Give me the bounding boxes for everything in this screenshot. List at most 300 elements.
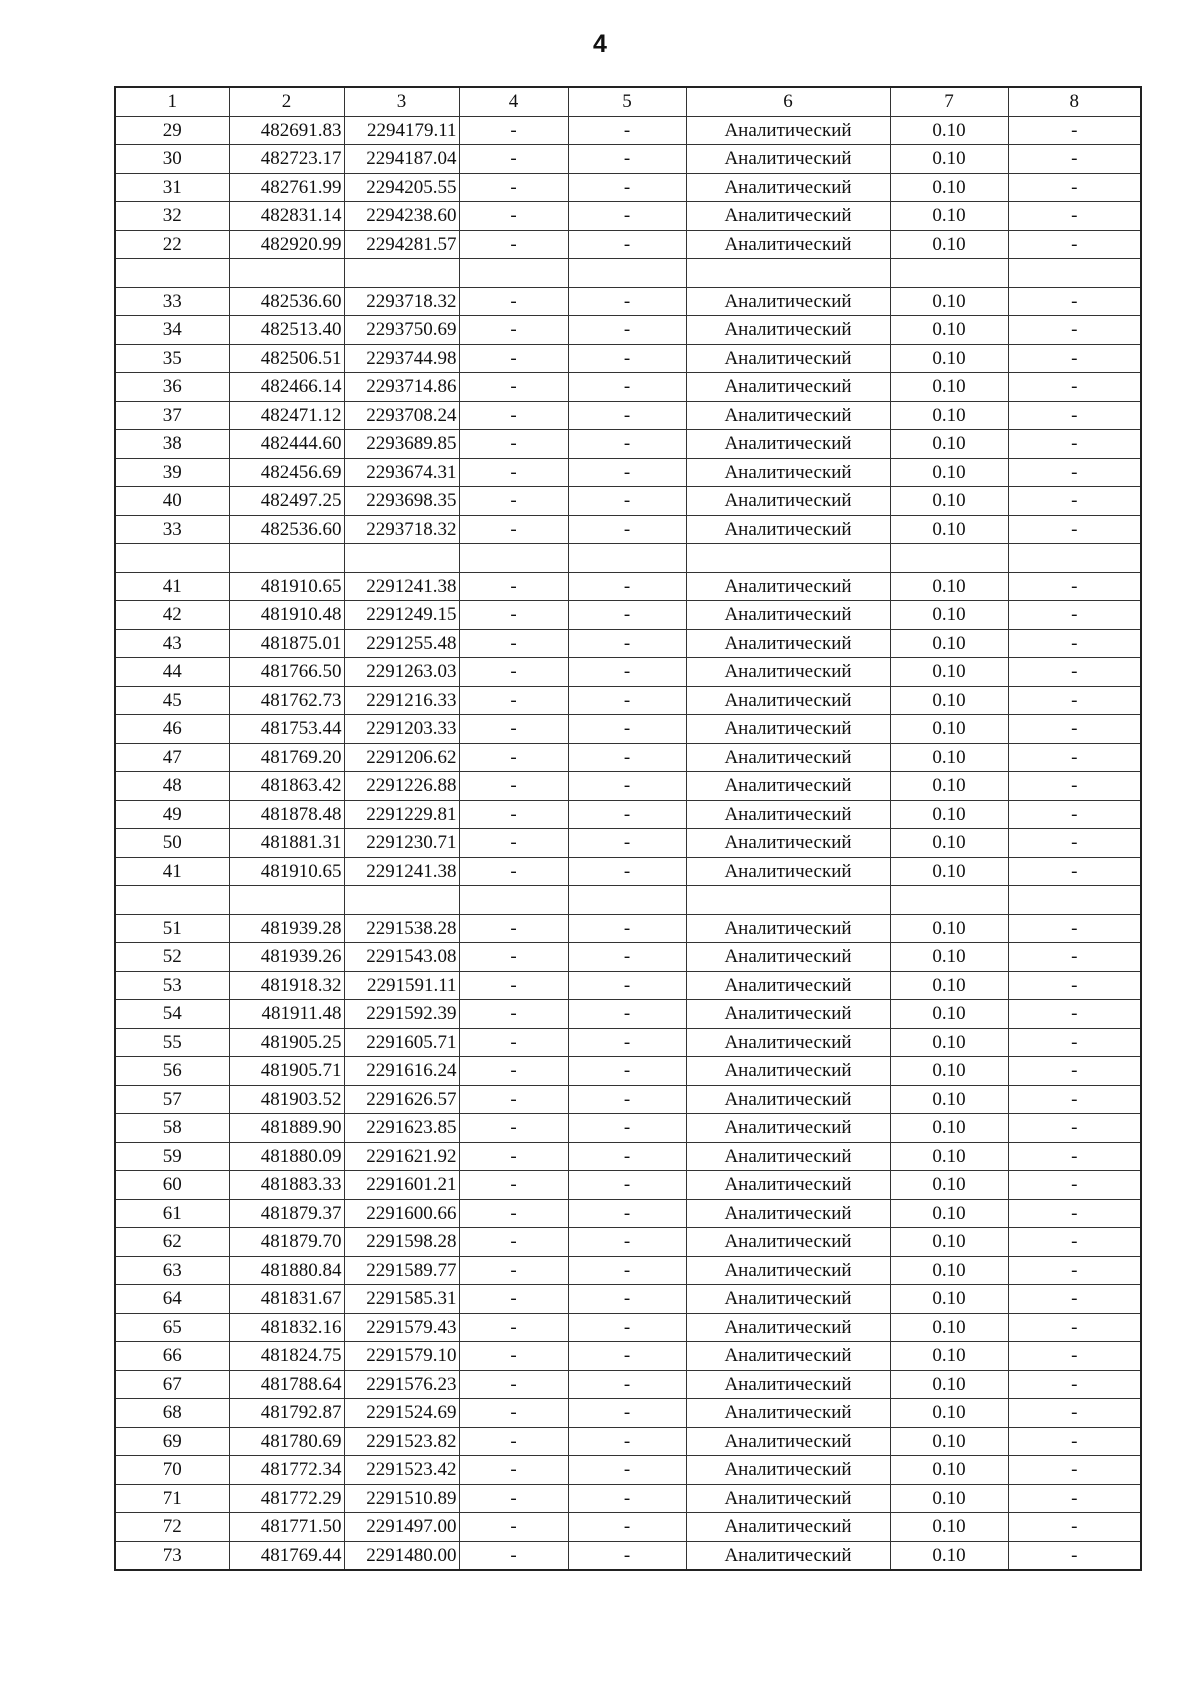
- table-row: [115, 1399, 1141, 1428]
- method-cell: Аналитический: [686, 1228, 890, 1257]
- col-8-value-cell: -: [1008, 287, 1141, 316]
- blank-cell: [568, 544, 686, 573]
- point-number-cell: 37: [115, 401, 229, 430]
- point-number-cell: 72: [115, 1513, 229, 1542]
- point-number-cell: 60: [115, 1171, 229, 1200]
- col-4-value-cell: -: [459, 1171, 568, 1200]
- col-5-value-cell: -: [568, 515, 686, 544]
- blank-cell: [568, 259, 686, 288]
- col-4-value-cell: -: [459, 1342, 568, 1371]
- col-8-value-cell: -: [1008, 1171, 1141, 1200]
- accuracy-cell: 0.10: [890, 629, 1008, 658]
- col-4-value-cell: -: [459, 914, 568, 943]
- accuracy-cell: 0.10: [890, 458, 1008, 487]
- col-4-value-cell: -: [459, 601, 568, 630]
- accuracy-cell: 0.10: [890, 316, 1008, 345]
- col-5-value-cell: -: [568, 1114, 686, 1143]
- point-number-cell: 56: [115, 1057, 229, 1086]
- col-8-value-cell: -: [1008, 487, 1141, 516]
- blank-cell: [115, 886, 229, 915]
- col-8-value-cell: -: [1008, 1285, 1141, 1314]
- table-row: [115, 943, 1141, 972]
- col-5-value-cell: -: [568, 658, 686, 687]
- coord-y-cell: 2291591.11: [344, 971, 459, 1000]
- method-cell: Аналитический: [686, 430, 890, 459]
- col-5-value-cell: -: [568, 173, 686, 202]
- accuracy-cell: 0.10: [890, 1342, 1008, 1371]
- method-cell: Аналитический: [686, 1484, 890, 1513]
- accuracy-cell: 0.10: [890, 829, 1008, 858]
- accuracy-cell: 0.10: [890, 1313, 1008, 1342]
- accuracy-cell: 0.10: [890, 1285, 1008, 1314]
- table-row: [115, 230, 1141, 259]
- coord-y-cell: 2294205.55: [344, 173, 459, 202]
- table-row: [115, 829, 1141, 858]
- col-8-value-cell: -: [1008, 430, 1141, 459]
- col-4-value-cell: -: [459, 1199, 568, 1228]
- coord-y-cell: 2291255.48: [344, 629, 459, 658]
- col-4-value-cell: -: [459, 1370, 568, 1399]
- col-8-value-cell: -: [1008, 829, 1141, 858]
- point-number-cell: 55: [115, 1028, 229, 1057]
- col-4-value-cell: -: [459, 800, 568, 829]
- method-cell: Аналитический: [686, 1199, 890, 1228]
- coord-y-cell: 2291203.33: [344, 715, 459, 744]
- col-4-value-cell: -: [459, 287, 568, 316]
- accuracy-cell: 0.10: [890, 145, 1008, 174]
- header-col-5: 5: [568, 87, 686, 116]
- coord-x-cell: 481905.71: [229, 1057, 344, 1086]
- blank-cell: [459, 886, 568, 915]
- col-5-value-cell: -: [568, 316, 686, 345]
- coord-x-cell: 481881.31: [229, 829, 344, 858]
- coord-y-cell: 2291601.21: [344, 1171, 459, 1200]
- coord-x-cell: 481875.01: [229, 629, 344, 658]
- table-row: [115, 1342, 1141, 1371]
- table-body: [115, 116, 1141, 1570]
- point-number-cell: 68: [115, 1399, 229, 1428]
- blank-cell: [890, 886, 1008, 915]
- coord-y-cell: 2291579.10: [344, 1342, 459, 1371]
- coord-x-cell: 482691.83: [229, 116, 344, 145]
- coord-y-cell: 2291216.33: [344, 686, 459, 715]
- accuracy-cell: 0.10: [890, 943, 1008, 972]
- col-4-value-cell: -: [459, 1513, 568, 1542]
- point-number-cell: 41: [115, 572, 229, 601]
- blank-separator-row: [115, 886, 1141, 915]
- coord-y-cell: 2293718.32: [344, 515, 459, 544]
- coord-y-cell: 2291510.89: [344, 1484, 459, 1513]
- coord-x-cell: 481753.44: [229, 715, 344, 744]
- col-4-value-cell: -: [459, 202, 568, 231]
- coord-x-cell: 481910.65: [229, 572, 344, 601]
- col-8-value-cell: -: [1008, 715, 1141, 744]
- col-5-value-cell: -: [568, 1142, 686, 1171]
- coord-y-cell: 2294179.11: [344, 116, 459, 145]
- col-4-value-cell: -: [459, 316, 568, 345]
- blank-cell: [459, 544, 568, 573]
- col-8-value-cell: -: [1008, 1456, 1141, 1485]
- method-cell: Аналитический: [686, 458, 890, 487]
- method-cell: Аналитический: [686, 686, 890, 715]
- table-row: [115, 743, 1141, 772]
- col-5-value-cell: -: [568, 829, 686, 858]
- accuracy-cell: 0.10: [890, 515, 1008, 544]
- col-5-value-cell: -: [568, 230, 686, 259]
- table-row: [115, 316, 1141, 345]
- col-5-value-cell: -: [568, 116, 686, 145]
- coord-x-cell: 481939.28: [229, 914, 344, 943]
- accuracy-cell: 0.10: [890, 1513, 1008, 1542]
- col-4-value-cell: -: [459, 173, 568, 202]
- point-number-cell: 31: [115, 173, 229, 202]
- col-4-value-cell: -: [459, 430, 568, 459]
- point-number-cell: 42: [115, 601, 229, 630]
- coordinates-table: [114, 86, 1142, 1571]
- accuracy-cell: 0.10: [890, 1399, 1008, 1428]
- col-8-value-cell: -: [1008, 1399, 1141, 1428]
- col-5-value-cell: -: [568, 1370, 686, 1399]
- coord-x-cell: 482831.14: [229, 202, 344, 231]
- col-8-value-cell: -: [1008, 1541, 1141, 1570]
- table-row: [115, 1085, 1141, 1114]
- coord-y-cell: 2294187.04: [344, 145, 459, 174]
- accuracy-cell: 0.10: [890, 287, 1008, 316]
- coord-x-cell: 482456.69: [229, 458, 344, 487]
- header-col-8: 8: [1008, 87, 1141, 116]
- method-cell: Аналитический: [686, 487, 890, 516]
- coord-x-cell: 481879.37: [229, 1199, 344, 1228]
- col-5-value-cell: -: [568, 1513, 686, 1542]
- coord-y-cell: 2293698.35: [344, 487, 459, 516]
- blank-cell: [229, 886, 344, 915]
- accuracy-cell: 0.10: [890, 1370, 1008, 1399]
- coord-x-cell: 481880.84: [229, 1256, 344, 1285]
- accuracy-cell: 0.10: [890, 487, 1008, 516]
- col-5-value-cell: -: [568, 1456, 686, 1485]
- col-4-value-cell: -: [459, 1256, 568, 1285]
- header-col-3: 3: [344, 87, 459, 116]
- accuracy-cell: 0.10: [890, 173, 1008, 202]
- table-row: [115, 1370, 1141, 1399]
- table-row: [115, 1000, 1141, 1029]
- col-4-value-cell: -: [459, 829, 568, 858]
- point-number-cell: 33: [115, 515, 229, 544]
- point-number-cell: 43: [115, 629, 229, 658]
- point-number-cell: 63: [115, 1256, 229, 1285]
- point-number-cell: 39: [115, 458, 229, 487]
- coord-x-cell: 482513.40: [229, 316, 344, 345]
- col-8-value-cell: -: [1008, 1085, 1141, 1114]
- coord-x-cell: 481879.70: [229, 1228, 344, 1257]
- table-row: [115, 800, 1141, 829]
- method-cell: Аналитический: [686, 743, 890, 772]
- point-number-cell: 29: [115, 116, 229, 145]
- col-8-value-cell: -: [1008, 1000, 1141, 1029]
- accuracy-cell: 0.10: [890, 743, 1008, 772]
- col-4-value-cell: -: [459, 743, 568, 772]
- method-cell: Аналитический: [686, 772, 890, 801]
- coord-y-cell: 2293689.85: [344, 430, 459, 459]
- method-cell: Аналитический: [686, 1256, 890, 1285]
- coord-x-cell: 481910.65: [229, 857, 344, 886]
- col-5-value-cell: -: [568, 572, 686, 601]
- point-number-cell: 22: [115, 230, 229, 259]
- table-row: [115, 1456, 1141, 1485]
- method-cell: Аналитический: [686, 1427, 890, 1456]
- accuracy-cell: 0.10: [890, 1228, 1008, 1257]
- col-8-value-cell: -: [1008, 572, 1141, 601]
- method-cell: Аналитический: [686, 1399, 890, 1428]
- point-number-cell: 58: [115, 1114, 229, 1143]
- coord-x-cell: 481766.50: [229, 658, 344, 687]
- table-row: [115, 287, 1141, 316]
- col-5-value-cell: -: [568, 1028, 686, 1057]
- point-number-cell: 48: [115, 772, 229, 801]
- col-8-value-cell: -: [1008, 971, 1141, 1000]
- col-4-value-cell: -: [459, 572, 568, 601]
- header-col-2: 2: [229, 87, 344, 116]
- col-4-value-cell: -: [459, 458, 568, 487]
- col-8-value-cell: -: [1008, 1256, 1141, 1285]
- method-cell: Аналитический: [686, 857, 890, 886]
- col-5-value-cell: -: [568, 1541, 686, 1570]
- col-4-value-cell: -: [459, 1000, 568, 1029]
- method-cell: Аналитический: [686, 1370, 890, 1399]
- method-cell: Аналитический: [686, 829, 890, 858]
- coord-y-cell: 2293750.69: [344, 316, 459, 345]
- col-8-value-cell: -: [1008, 1484, 1141, 1513]
- table-row: [115, 373, 1141, 402]
- col-8-value-cell: -: [1008, 1057, 1141, 1086]
- method-cell: Аналитический: [686, 1085, 890, 1114]
- table-row: [115, 1256, 1141, 1285]
- col-4-value-cell: -: [459, 373, 568, 402]
- coord-x-cell: 481772.34: [229, 1456, 344, 1485]
- coord-y-cell: 2293744.98: [344, 344, 459, 373]
- col-5-value-cell: -: [568, 971, 686, 1000]
- coord-x-cell: 482920.99: [229, 230, 344, 259]
- point-number-cell: 64: [115, 1285, 229, 1314]
- accuracy-cell: 0.10: [890, 1000, 1008, 1029]
- coord-y-cell: 2291241.38: [344, 857, 459, 886]
- accuracy-cell: 0.10: [890, 1199, 1008, 1228]
- blank-cell: [568, 886, 686, 915]
- accuracy-cell: 0.10: [890, 914, 1008, 943]
- method-cell: Аналитический: [686, 515, 890, 544]
- col-4-value-cell: -: [459, 145, 568, 174]
- col-8-value-cell: -: [1008, 202, 1141, 231]
- table-row: [115, 173, 1141, 202]
- col-8-value-cell: -: [1008, 1114, 1141, 1143]
- table-row: [115, 1484, 1141, 1513]
- blank-separator-row: [115, 259, 1141, 288]
- col-8-value-cell: -: [1008, 601, 1141, 630]
- coord-y-cell: 2291616.24: [344, 1057, 459, 1086]
- col-8-value-cell: -: [1008, 401, 1141, 430]
- point-number-cell: 47: [115, 743, 229, 772]
- method-cell: Аналитический: [686, 914, 890, 943]
- table-row: [115, 601, 1141, 630]
- table-row: [115, 772, 1141, 801]
- col-5-value-cell: -: [568, 715, 686, 744]
- col-5-value-cell: -: [568, 458, 686, 487]
- method-cell: Аналитический: [686, 800, 890, 829]
- table-row: [115, 1427, 1141, 1456]
- col-5-value-cell: -: [568, 1057, 686, 1086]
- method-cell: Аналитический: [686, 401, 890, 430]
- col-8-value-cell: -: [1008, 686, 1141, 715]
- col-4-value-cell: -: [459, 629, 568, 658]
- table-row: [115, 145, 1141, 174]
- header-col-6: 6: [686, 87, 890, 116]
- col-8-value-cell: -: [1008, 230, 1141, 259]
- point-number-cell: 70: [115, 1456, 229, 1485]
- method-cell: Аналитический: [686, 971, 890, 1000]
- col-4-value-cell: -: [459, 772, 568, 801]
- blank-cell: [890, 544, 1008, 573]
- accuracy-cell: 0.10: [890, 1114, 1008, 1143]
- col-8-value-cell: -: [1008, 173, 1141, 202]
- method-cell: Аналитический: [686, 202, 890, 231]
- col-5-value-cell: -: [568, 287, 686, 316]
- col-5-value-cell: -: [568, 202, 686, 231]
- table-row: [115, 202, 1141, 231]
- coord-y-cell: 2291598.28: [344, 1228, 459, 1257]
- col-5-value-cell: -: [568, 743, 686, 772]
- accuracy-cell: 0.10: [890, 373, 1008, 402]
- coord-x-cell: 481771.50: [229, 1513, 344, 1542]
- method-cell: Аналитический: [686, 1000, 890, 1029]
- col-8-value-cell: -: [1008, 800, 1141, 829]
- col-8-value-cell: -: [1008, 914, 1141, 943]
- coord-y-cell: 2291263.03: [344, 658, 459, 687]
- col-8-value-cell: -: [1008, 515, 1141, 544]
- coord-x-cell: 481878.48: [229, 800, 344, 829]
- table-row: [115, 715, 1141, 744]
- col-5-value-cell: -: [568, 430, 686, 459]
- method-cell: Аналитический: [686, 316, 890, 345]
- blank-cell: [1008, 544, 1141, 573]
- method-cell: Аналитический: [686, 1171, 890, 1200]
- col-5-value-cell: -: [568, 1313, 686, 1342]
- coord-x-cell: 482444.60: [229, 430, 344, 459]
- coord-x-cell: 482471.12: [229, 401, 344, 430]
- col-4-value-cell: -: [459, 344, 568, 373]
- table-row: [115, 515, 1141, 544]
- method-cell: Аналитический: [686, 145, 890, 174]
- col-4-value-cell: -: [459, 1228, 568, 1257]
- accuracy-cell: 0.10: [890, 601, 1008, 630]
- coord-x-cell: 482536.60: [229, 287, 344, 316]
- table-row: [115, 629, 1141, 658]
- blank-cell: [115, 544, 229, 573]
- point-number-cell: 33: [115, 287, 229, 316]
- point-number-cell: 50: [115, 829, 229, 858]
- method-cell: Аналитический: [686, 1313, 890, 1342]
- col-4-value-cell: -: [459, 1057, 568, 1086]
- point-number-cell: 49: [115, 800, 229, 829]
- col-5-value-cell: -: [568, 943, 686, 972]
- blank-cell: [686, 259, 890, 288]
- coord-y-cell: 2293714.86: [344, 373, 459, 402]
- col-8-value-cell: -: [1008, 1028, 1141, 1057]
- coord-y-cell: 2293708.24: [344, 401, 459, 430]
- col-4-value-cell: -: [459, 971, 568, 1000]
- coord-y-cell: 2291579.43: [344, 1313, 459, 1342]
- accuracy-cell: 0.10: [890, 344, 1008, 373]
- coord-y-cell: 2291623.85: [344, 1114, 459, 1143]
- accuracy-cell: 0.10: [890, 800, 1008, 829]
- coord-x-cell: 481762.73: [229, 686, 344, 715]
- col-5-value-cell: -: [568, 1399, 686, 1428]
- header-col-4: 4: [459, 87, 568, 116]
- point-number-cell: 36: [115, 373, 229, 402]
- col-5-value-cell: -: [568, 686, 686, 715]
- method-cell: Аналитический: [686, 1142, 890, 1171]
- coord-y-cell: 2291206.62: [344, 743, 459, 772]
- coord-x-cell: 482466.14: [229, 373, 344, 402]
- accuracy-cell: 0.10: [890, 1541, 1008, 1570]
- col-5-value-cell: -: [568, 1484, 686, 1513]
- coord-y-cell: 2291523.42: [344, 1456, 459, 1485]
- table-row: [115, 1541, 1141, 1570]
- coord-y-cell: 2291480.00: [344, 1541, 459, 1570]
- col-8-value-cell: -: [1008, 1342, 1141, 1371]
- table-row: [115, 1199, 1141, 1228]
- accuracy-cell: 0.10: [890, 1484, 1008, 1513]
- method-cell: Аналитический: [686, 943, 890, 972]
- point-number-cell: 41: [115, 857, 229, 886]
- method-cell: Аналитический: [686, 230, 890, 259]
- col-8-value-cell: -: [1008, 943, 1141, 972]
- table-row: [115, 1142, 1141, 1171]
- coord-y-cell: 2291600.66: [344, 1199, 459, 1228]
- method-cell: Аналитический: [686, 287, 890, 316]
- method-cell: Аналитический: [686, 1541, 890, 1570]
- col-4-value-cell: -: [459, 1541, 568, 1570]
- col-5-value-cell: -: [568, 344, 686, 373]
- col-8-value-cell: -: [1008, 344, 1141, 373]
- coord-x-cell: 481780.69: [229, 1427, 344, 1456]
- point-number-cell: 46: [115, 715, 229, 744]
- col-8-value-cell: -: [1008, 1142, 1141, 1171]
- coord-y-cell: 2293674.31: [344, 458, 459, 487]
- table-row: [115, 401, 1141, 430]
- col-5-value-cell: -: [568, 145, 686, 174]
- col-4-value-cell: -: [459, 715, 568, 744]
- point-number-cell: 34: [115, 316, 229, 345]
- col-4-value-cell: -: [459, 1313, 568, 1342]
- col-4-value-cell: -: [459, 658, 568, 687]
- col-4-value-cell: -: [459, 230, 568, 259]
- coord-y-cell: 2291576.23: [344, 1370, 459, 1399]
- col-4-value-cell: -: [459, 857, 568, 886]
- col-5-value-cell: -: [568, 601, 686, 630]
- col-4-value-cell: -: [459, 487, 568, 516]
- table-row: [115, 686, 1141, 715]
- point-number-cell: 38: [115, 430, 229, 459]
- col-5-value-cell: -: [568, 1256, 686, 1285]
- col-8-value-cell: -: [1008, 145, 1141, 174]
- col-4-value-cell: -: [459, 943, 568, 972]
- col-5-value-cell: -: [568, 487, 686, 516]
- col-5-value-cell: -: [568, 1000, 686, 1029]
- col-4-value-cell: -: [459, 515, 568, 544]
- coord-y-cell: 2291523.82: [344, 1427, 459, 1456]
- col-8-value-cell: -: [1008, 772, 1141, 801]
- accuracy-cell: 0.10: [890, 971, 1008, 1000]
